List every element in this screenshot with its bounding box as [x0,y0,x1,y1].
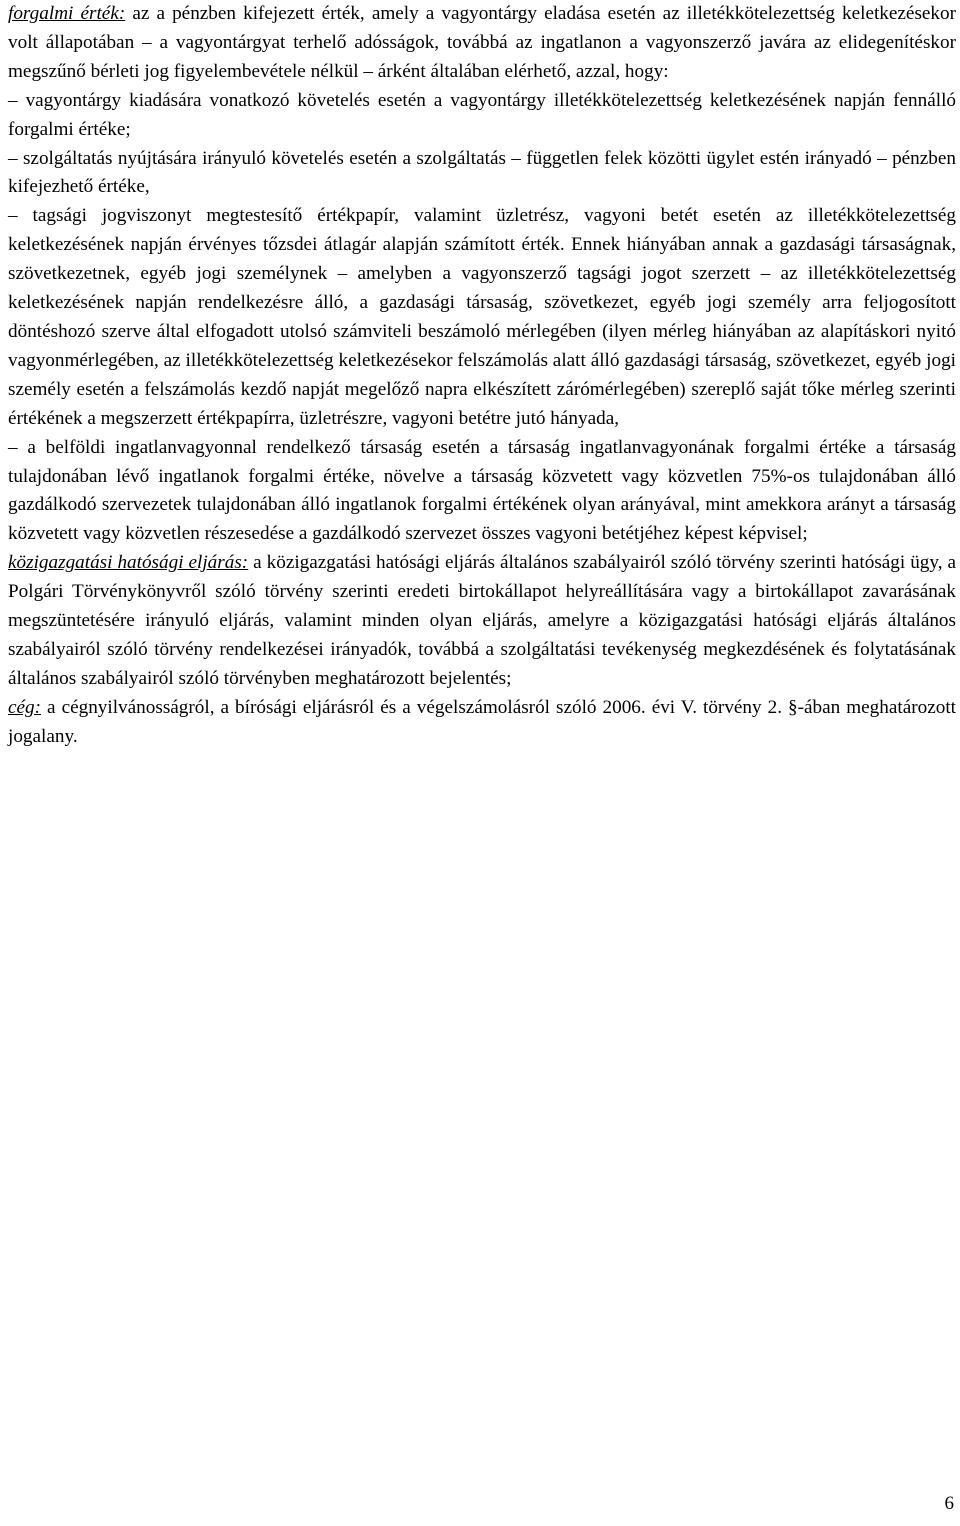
defined-term: közigazgatási hatósági eljárás: [8,552,249,574]
definition-text: az a pénzben kifejezett érték, amely a vagyontárgy eladása esetén az illetékkötelezettség keletkezésekor volt állapotában – a vagyontárgyat terhelő adósságok, továbbá az ingatlanon a vagyonszerző javára az elidegenítéskor megszűnő bérleti jog figyelembevétele nélkül – árként általában elérhető, azzal, hogy: [8,3,957,82]
page-number: 6 [944,1493,954,1514]
definition-forgalmi-ertek [8,0,956,87]
document-body [8,0,956,752]
defined-term: cég: [8,696,42,718]
defined-term: forgalmi érték: [8,3,126,24]
definition-kozigazgatasi-hatosagi-eljaras [8,549,956,694]
definition-text: a közigazgatási hatósági eljárás általános szabályairól szóló törvény szerinti hatósági ügy, a Polgári Törvénykönyvről szóló törvény szerinti eredeti birtokállapot helyreállítására vagy a birtokállapot zavarásának megszüntetésére irányuló eljárás, valamint minden olyan eljárás, amelyre a közigazgatási hatósági eljárás általános szabályairól szóló törvény rendelkezései irányadók, továbbá a szolgáltatási tevékenység megkezdésének és folytatásának általános szabályairól szóló törvényben meghatározott bejelentés; [8,552,957,689]
list-item: – szolgáltatás nyújtására irányuló követelés esetén a szolgáltatás – független felek közötti ügylet estén irányadó – pénzben kifejezhető értéke, [8,147,956,198]
list-item: – tagsági jogviszonyt megtestesítő értékpapír, valamint üzletrész, vagyoni betét esetén az illetékkötelezettség keletkezésének napján érvényes tőzsdei átlagár alapján számított érték. Ennek hiányában annak a gazdasági társaságnak, szövetkezetnek, egyéb jogi személynek – amelyben a vagyonszerző tagsági jogot szerzett – az illetékkötelezettség keletkezésének napján rendelkezésre álló, a gazdasági társaság, szövetkezet, egyéb jogi személy arra feljogosított döntéshozó szerve által elfogadott utolsó számviteli beszámoló mérlegében (ilyen mérleg hiányában az alapításkori nyitó vagyonmérlegében, az illetékkötelezettség keletkezésekor felszámolás alatt álló gazdasági társaság, szövetkezet, egyéb jogi személy esetén a felszámolás kezdő napját megelőző napra elkészített zárómérlegében) szereplő saját tőke mérleg szerinti értékének a megszerzett értékpapírra, üzletrészre, vagyoni betétre jutó hányada, [8,205,956,429]
list-item: – a belföldi ingatlanvagyonnal rendelkező társaság esetén a társaság ingatlanvagyonának forgalmi értéke a társaság tulajdonában lévő ingatlanok forgalmi értéke, növelve a társaság közvetett vagy közvetlen 75%-os tulajdonában álló gazdálkodó szervezetek tulajdonában álló ingatlanok forgalmi értékének olyan arányával, mint amekkora arányt a társaság közvetett vagy közvetlen részesedése a gazdálkodó szervezet összes vagyoni betétjéhez képest képvisel; [8,436,956,545]
list-item: – vagyontárgy kiadására vonatkozó követelés esetén a vagyontárgy illetékkötelezettség keletkezésének napján fennálló forgalmi értéke; [8,89,956,140]
definition-ceg [8,694,956,752]
definition-text: a cégnyilvánosságról, a bírósági eljárásról és a végelszámolásról szóló 2006. évi V. törvény 2. §-ában meghatározott jogalany. [8,696,956,747]
